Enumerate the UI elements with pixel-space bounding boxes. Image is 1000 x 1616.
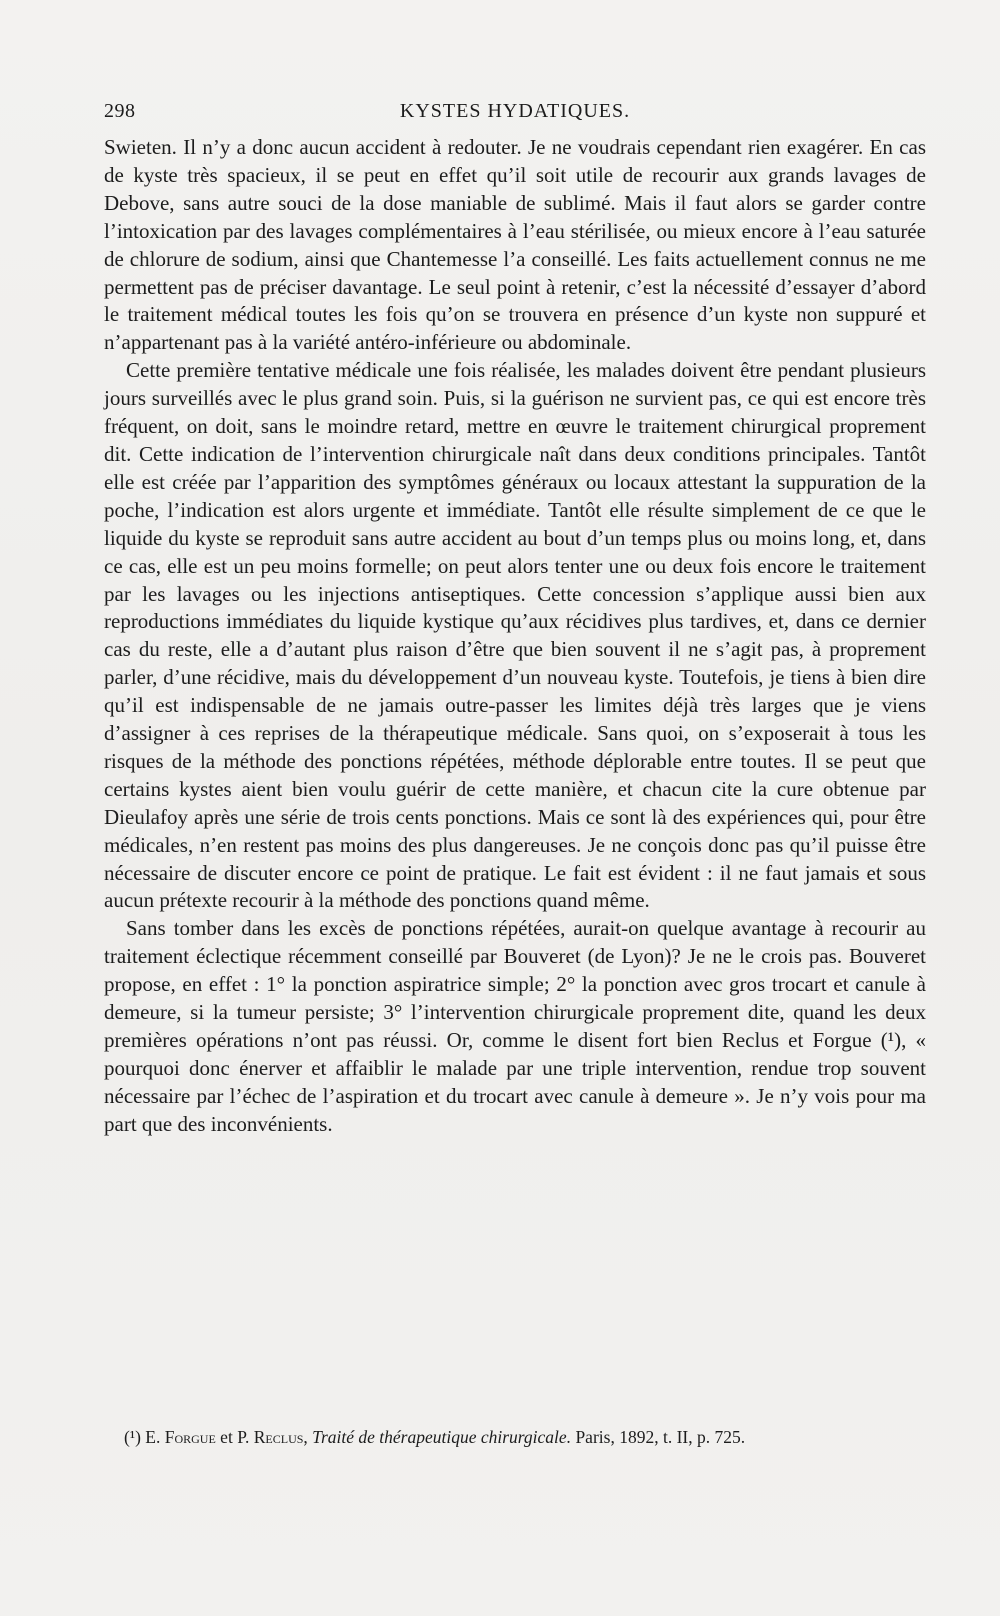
footnote-conjunction: et bbox=[220, 1427, 233, 1447]
body-text bbox=[104, 134, 926, 1139]
footnote-marker: (¹) bbox=[124, 1427, 141, 1447]
footnote-title: Traité de thérapeutique chirurgicale. bbox=[312, 1427, 572, 1447]
running-head bbox=[104, 100, 926, 130]
paragraph-2: Cette première tentative médicale une fois réalisée, les malades doivent être pendant plusieurs jours surveillés avec le plus grand soin. Puis, si la guérison ne survient pas, ce qui est encore très fréquent, on doit, sans le moindre retard, mettre en œuvre le traitement chirurgical proprement dit. Cette indication de l’intervention chirurgicale naît dans deux conditions principales. Tantôt elle est créée par l’apparition des symptômes généraux ou locaux attestant la suppuration de la poche, l’indication est alors urgente et immédiate. Tantôt elle résulte simplement de ce que le liquide du kyste se reproduit sans autre accident au bout d’un temps plus ou moins long, et, dans ce cas, elle est un peu moins formelle; on peut alors tenter une ou deux fois encore le traitement par les lavages ou les injections antiseptiques. Cette concession s’applique aussi bien aux reproductions immédiates du liquide kystique qu’aux récidives plus tardives, et, dans ce dernier cas du reste, elle a d’autant plus raison d’être que bien souvent il ne s’agit pas, à proprement parler, d’une récidive, mais du développement d’un nouveau kyste. Toutefois, je tiens à bien dire qu’il est indispensable de ne jamais outre-passer les limites déjà très larges que je viens d’assigner à ces reprises de la thérapeutique médicale. Sans quoi, on s’exposerait à tous les risques de la méthode des ponctions répétées, méthode déplorable entre toutes. Il se peut que certains kystes aient bien voulu guérir de cette manière, et chacun cite la cure obtenue par Dieulafoy après une série de trois cents ponctions. Mais ce sont là des expériences qui, pour être médicales, n’en restent pas moins des plus dangereuses. Je ne conçois donc pas qu’il puisse être nécessaire de discuter encore ce point de pratique. Le fait est évident : il ne faut jamais et sous aucun prétexte recourir à la méthode des ponctions quand même. bbox=[104, 358, 926, 913]
page-number: 298 bbox=[104, 100, 136, 122]
running-title: KYSTES HYDATIQUES. bbox=[399, 100, 631, 122]
paragraph-1: Swieten. Il n’y a donc aucun accident à redouter. Je ne voudrais cependant rien exagérer. En cas de kyste très spacieux, il se peut en effet qu’il soit utile de recourir aux grands lavages de Debove, sans autre souci de la dose maniable de sublimé. Mais il faut alors se garder contre l’intoxication par des lavages complémentaires à l’eau stérilisée, ou mieux encore à l’eau saturée de chlorure de sodium, ainsi que Chantemesse l’a conseillé. Les faits actuellement connus ne me permettent pas de préciser davantage. Le seul point à retenir, c’est la nécessité d’essayer d’abord le traitement médical toutes les fois qu’on se trouvera en présence d’un kyste non suppuré et n’appartenant pas à la variété antéro-inférieure ou abdominale. bbox=[104, 135, 926, 355]
footnote-imprint: Paris, 1892, t. II, p. 725. bbox=[575, 1427, 746, 1447]
footnote-author-1: E. Forgue bbox=[145, 1427, 216, 1447]
footnote bbox=[104, 1425, 926, 1449]
footnote-author-2: P. Reclus, bbox=[237, 1427, 308, 1447]
paragraph-3: Sans tomber dans les excès de ponctions répétées, aurait-on quelque avantage à recourir au traitement éclectique récemment conseillé par Bouveret (de Lyon)? Je ne le crois pas. Bouveret propose, en effet : 1° la ponction aspiratrice simple; 2° la ponction avec gros trocart et canule à demeure, si la tumeur persiste; 3° l’intervention chirurgicale proprement dite, quand les deux premières opérations n’ont pas réussi. Or, comme le disent fort bien Reclus et Forgue (¹), « pourquoi donc énerver et affaiblir le malade par une triple intervention, rendue trop souvent nécessaire par l’échec de l’aspiration et du trocart avec canule à demeure ». Je n’y vois pour ma part que des inconvénients. bbox=[104, 916, 926, 1136]
